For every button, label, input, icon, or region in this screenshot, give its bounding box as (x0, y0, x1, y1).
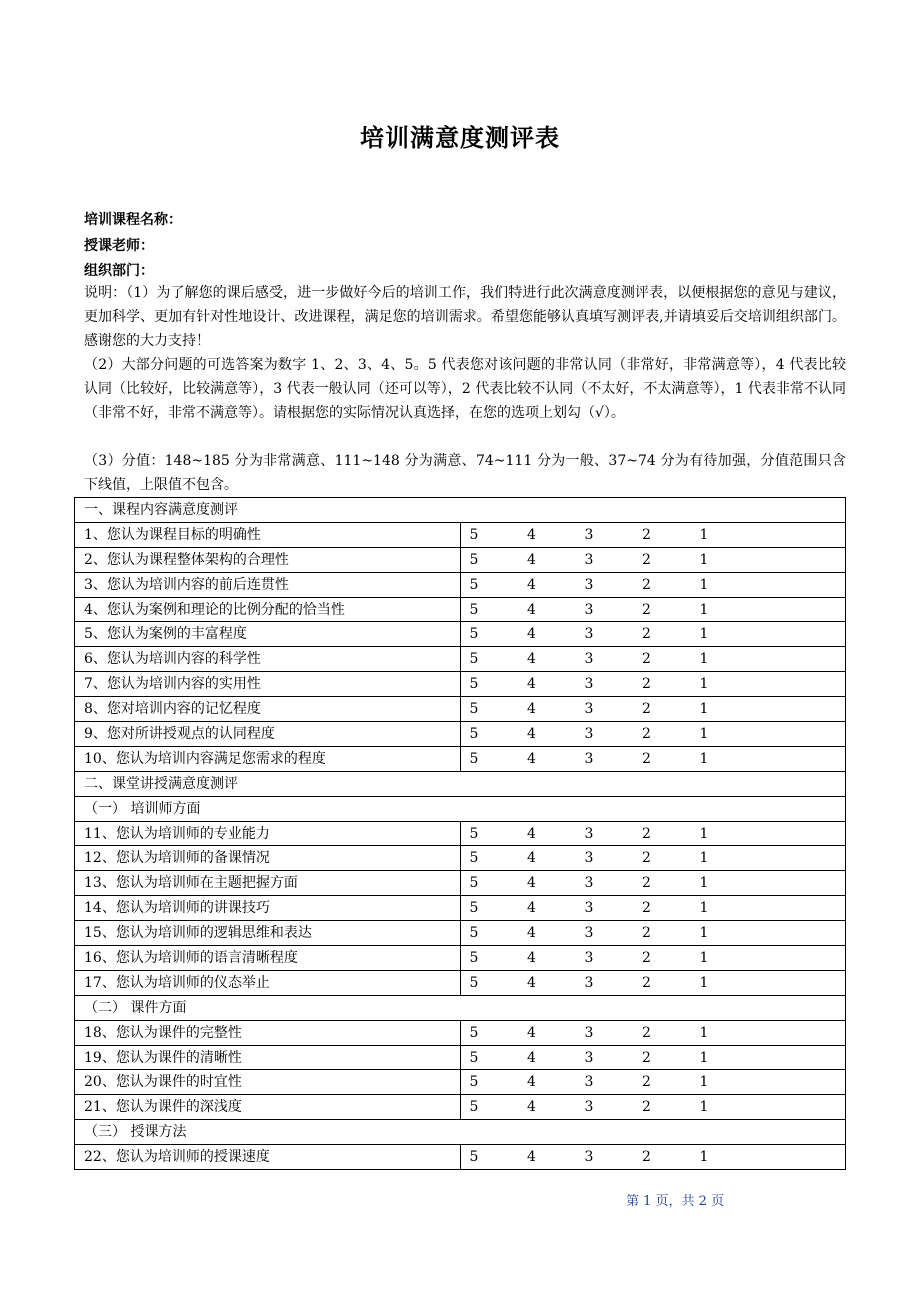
score-option-group (461, 1096, 846, 1118)
question-row (75, 946, 846, 971)
question-text: 8、您对培训内容的记忆程度 (75, 697, 461, 722)
question-text: 10、您认为培训内容满足您需求的程度 (75, 746, 461, 771)
question-text: 21、您认为课件的深浅度 (75, 1095, 461, 1120)
score-option[interactable]: 5 (469, 1099, 479, 1116)
question-row (75, 647, 846, 672)
question-row (75, 1045, 846, 1070)
score-options (460, 697, 846, 722)
score-option[interactable]: 1 (699, 900, 709, 917)
score-option-group (461, 1022, 846, 1044)
question-text: 22、您认为培训师的授课速度 (75, 1145, 461, 1170)
score-option[interactable]: 2 (642, 1024, 651, 1041)
section-header: （二） 课件方面 (75, 995, 846, 1020)
question-row (75, 622, 846, 647)
score-option[interactable]: 5 (469, 725, 479, 742)
score-option[interactable]: 3 (584, 1074, 594, 1091)
section-header: 一、课程内容满意度测评 (75, 498, 846, 523)
question-text: 13、您认为培训师在主题把握方面 (75, 871, 461, 896)
score-options (460, 871, 846, 896)
score-option[interactable]: 4 (527, 925, 536, 942)
instructions-paragraph-1: 说明：（1）为了解您的课后感受，进一步做好今后的培训工作，我们特进行此次满意度测评表，以便根据您的意见与建议，更加科学、更加有针对性地设计、改进课程，满足您的培训需求。希望您能够认真填写测评表,并请填妥后交培训组织部门。感谢您的大力支持！ (84, 285, 846, 349)
score-option[interactable]: 5 (469, 1024, 479, 1041)
question-row (75, 921, 846, 946)
score-option[interactable]: 1 (699, 526, 709, 543)
score-option[interactable]: 4 (527, 1049, 536, 1066)
score-option[interactable]: 1 (699, 1149, 709, 1166)
score-option-group (461, 623, 846, 645)
score-option[interactable]: 5 (469, 526, 479, 543)
score-option[interactable]: 2 (642, 949, 651, 966)
section-header-row (75, 995, 846, 1020)
score-option[interactable]: 1 (699, 974, 709, 991)
score-option[interactable]: 3 (584, 900, 594, 917)
score-option-group (461, 972, 846, 994)
score-option[interactable]: 2 (642, 925, 651, 942)
question-text: 18、您认为课件的完整性 (75, 1020, 461, 1045)
score-option[interactable]: 2 (642, 651, 651, 668)
score-option[interactable]: 4 (527, 825, 536, 842)
survey-table-body (75, 498, 846, 1170)
score-option[interactable]: 5 (469, 676, 479, 693)
score-option[interactable]: 3 (584, 626, 594, 643)
score-option[interactable]: 4 (527, 651, 536, 668)
score-option[interactable]: 4 (527, 626, 536, 643)
question-text: 15、您认为培训师的逻辑思维和表达 (75, 921, 461, 946)
score-option[interactable]: 4 (527, 900, 536, 917)
score-option[interactable]: 5 (469, 974, 479, 991)
question-text: 20、您认为课件的时宜性 (75, 1070, 461, 1095)
score-option[interactable]: 2 (642, 576, 651, 593)
score-option[interactable]: 3 (584, 1149, 594, 1166)
score-options (460, 1070, 846, 1095)
score-option-group (461, 847, 846, 869)
page-title: 培训满意度测评表 (360, 124, 560, 152)
score-options (460, 896, 846, 921)
score-option[interactable]: 3 (584, 526, 594, 543)
score-option[interactable]: 2 (642, 551, 651, 568)
question-text: 2、您认为课程整体架构的合理性 (75, 547, 461, 572)
score-option[interactable]: 2 (642, 750, 651, 767)
question-text: 14、您认为培训师的讲课技巧 (75, 896, 461, 921)
score-option[interactable]: 1 (699, 576, 709, 593)
score-option[interactable]: 1 (699, 1099, 709, 1116)
score-options (460, 622, 846, 647)
score-option-group (461, 549, 846, 571)
question-row (75, 970, 846, 995)
score-option[interactable]: 5 (469, 701, 479, 718)
score-option[interactable]: 5 (469, 850, 479, 867)
score-option-group (461, 599, 846, 621)
score-option[interactable]: 2 (642, 1149, 651, 1166)
score-option[interactable]: 4 (527, 701, 536, 718)
score-option[interactable]: 2 (642, 974, 651, 991)
score-options (460, 821, 846, 846)
score-option-group (461, 648, 846, 670)
instructions-paragraph-2: （2）大部分问题的可选答案为数字 1、2、3、4、5。5 代表您对该问题的非常认同（非常好，非常满意等），4 代表比较认同（比较好，比较满意等），3 代表一般认同（还可以等），2 代表比较不认同（不太好，不太满意等），1 代表非常不认同（非常不好，非常不满意等）。请根据您的实际情况认真选择，在您的选项上划勾（√）。 (84, 357, 846, 421)
score-option[interactable]: 2 (642, 526, 651, 543)
score-option-group (461, 823, 846, 845)
question-text: 6、您认为培训内容的科学性 (75, 647, 461, 672)
question-text: 5、您认为案例的丰富程度 (75, 622, 461, 647)
score-option[interactable]: 3 (584, 576, 594, 593)
score-options (460, 946, 846, 971)
score-option[interactable]: 2 (642, 875, 651, 892)
score-option[interactable]: 3 (584, 825, 594, 842)
score-option[interactable]: 2 (642, 626, 651, 643)
score-option[interactable]: 3 (584, 949, 594, 966)
score-option[interactable]: 3 (584, 725, 594, 742)
score-option[interactable]: 3 (584, 676, 594, 693)
score-option[interactable]: 1 (699, 626, 709, 643)
question-text: 7、您认为培训内容的实用性 (75, 672, 461, 697)
score-option[interactable]: 2 (642, 1099, 651, 1116)
score-option[interactable]: 3 (584, 875, 594, 892)
score-option[interactable]: 2 (642, 601, 651, 618)
score-options (460, 1145, 846, 1170)
section-header-row (75, 771, 846, 796)
score-options (460, 970, 846, 995)
question-text: 17、您认为培训师的仪态举止 (75, 970, 461, 995)
survey-table (74, 497, 846, 1170)
section-header: 二、课堂讲授满意度测评 (75, 771, 846, 796)
score-option[interactable]: 5 (469, 825, 479, 842)
score-options (460, 1095, 846, 1120)
score-option[interactable]: 4 (527, 551, 536, 568)
score-option[interactable]: 3 (584, 1099, 594, 1116)
question-row (75, 871, 846, 896)
score-option[interactable]: 2 (642, 825, 651, 842)
question-row (75, 722, 846, 747)
score-option[interactable]: 5 (469, 949, 479, 966)
score-options (460, 647, 846, 672)
question-row (75, 896, 846, 921)
score-options (460, 1020, 846, 1045)
score-option[interactable]: 1 (699, 750, 709, 767)
question-text: 16、您认为培训师的语言清晰程度 (75, 946, 461, 971)
score-option[interactable]: 3 (584, 1024, 594, 1041)
score-option[interactable]: 1 (699, 1024, 709, 1041)
score-option-group (461, 897, 846, 919)
score-option[interactable]: 3 (584, 925, 594, 942)
question-row (75, 1020, 846, 1045)
score-option[interactable]: 2 (642, 850, 651, 867)
score-option-group (461, 748, 846, 770)
score-option[interactable]: 2 (642, 725, 651, 742)
score-option[interactable]: 4 (527, 601, 536, 618)
question-row (75, 1145, 846, 1170)
score-option-group (461, 524, 846, 546)
score-option[interactable]: 2 (642, 701, 651, 718)
score-option[interactable]: 1 (699, 949, 709, 966)
question-row (75, 697, 846, 722)
score-option[interactable]: 1 (699, 875, 709, 892)
score-option[interactable]: 3 (584, 701, 594, 718)
score-option[interactable]: 5 (469, 1074, 479, 1091)
question-row (75, 672, 846, 697)
score-option[interactable]: 2 (642, 900, 651, 917)
score-option[interactable]: 1 (699, 651, 709, 668)
score-option[interactable]: 4 (527, 1149, 536, 1166)
score-option[interactable]: 3 (584, 651, 594, 668)
score-option[interactable]: 5 (469, 900, 479, 917)
section-header: （一） 培训师方面 (75, 796, 846, 821)
score-option[interactable]: 4 (527, 974, 536, 991)
score-option-group (461, 1047, 846, 1069)
section-header-row (75, 498, 846, 523)
score-option[interactable]: 4 (527, 1099, 536, 1116)
score-option[interactable]: 5 (469, 551, 479, 568)
score-option[interactable]: 1 (699, 551, 709, 568)
score-option[interactable]: 1 (699, 850, 709, 867)
score-option[interactable]: 2 (642, 676, 651, 693)
score-option[interactable]: 4 (527, 725, 536, 742)
department-label: 组织部门： (84, 263, 154, 279)
teacher-label: 授课老师： (84, 238, 154, 254)
score-option[interactable]: 4 (527, 1024, 536, 1041)
score-option-group (461, 698, 846, 720)
score-option[interactable]: 1 (699, 725, 709, 742)
score-option-group (461, 1071, 846, 1093)
question-row (75, 547, 846, 572)
question-row (75, 746, 846, 771)
score-option-group (461, 947, 846, 969)
score-options (460, 597, 846, 622)
question-text: 4、您认为案例和理论的比例分配的恰当性 (75, 597, 461, 622)
score-option[interactable]: 1 (699, 825, 709, 842)
score-option[interactable]: 3 (584, 601, 594, 618)
score-option[interactable]: 1 (699, 676, 709, 693)
score-option[interactable]: 5 (469, 651, 479, 668)
score-option[interactable]: 1 (699, 925, 709, 942)
score-options (460, 547, 846, 572)
score-option[interactable]: 3 (584, 551, 594, 568)
score-option[interactable]: 5 (469, 1149, 479, 1166)
score-option[interactable]: 3 (584, 1049, 594, 1066)
score-option[interactable]: 5 (469, 626, 479, 643)
section-header-row (75, 1120, 846, 1145)
score-option[interactable]: 4 (527, 1074, 536, 1091)
score-option[interactable]: 3 (584, 750, 594, 767)
question-text: 12、您认为培训师的备课情况 (75, 846, 461, 871)
score-option[interactable]: 5 (469, 925, 479, 942)
score-option[interactable]: 4 (527, 750, 536, 767)
score-option[interactable]: 1 (699, 1049, 709, 1066)
question-row (75, 522, 846, 547)
instructions-paragraph-3: （3）分值：148~185 分为非常满意、111~148 分为满意、74~111 分为一般、37~74 分为有待加强，分值范围只含下线值，上限值不包含。 (84, 453, 846, 493)
section-header: （三） 授课方法 (75, 1120, 846, 1145)
score-option[interactable]: 2 (642, 1074, 651, 1091)
score-option[interactable]: 4 (527, 676, 536, 693)
score-options (460, 572, 846, 597)
score-option[interactable]: 1 (699, 701, 709, 718)
score-option-group (461, 673, 846, 695)
score-option-group (461, 1146, 846, 1168)
question-row (75, 846, 846, 871)
score-option-group (461, 723, 846, 745)
score-option-group (461, 922, 846, 944)
question-row (75, 821, 846, 846)
score-option[interactable]: 3 (584, 974, 594, 991)
score-options (460, 846, 846, 871)
score-option[interactable]: 5 (469, 576, 479, 593)
question-text: 19、您认为课件的清晰性 (75, 1045, 461, 1070)
score-option[interactable]: 4 (527, 526, 536, 543)
question-row (75, 572, 846, 597)
score-option[interactable]: 1 (699, 1074, 709, 1091)
question-text: 9、您对所讲授观点的认同程度 (75, 722, 461, 747)
score-option[interactable]: 2 (642, 1049, 651, 1066)
question-row (75, 1095, 846, 1120)
score-options (460, 746, 846, 771)
score-option[interactable]: 3 (584, 850, 594, 867)
question-text: 1、您认为课程目标的明确性 (75, 522, 461, 547)
score-options (460, 672, 846, 697)
question-text: 11、您认为培训师的专业能力 (75, 821, 461, 846)
question-row (75, 1070, 846, 1095)
score-options (460, 921, 846, 946)
score-option[interactable]: 5 (469, 875, 479, 892)
score-option[interactable]: 5 (469, 750, 479, 767)
score-option[interactable]: 1 (699, 601, 709, 618)
score-options (460, 522, 846, 547)
page-number: 第 1 页，共 2 页 (626, 1194, 725, 1209)
section-header-row (75, 796, 846, 821)
score-option[interactable]: 4 (527, 850, 536, 867)
score-option[interactable]: 4 (527, 949, 536, 966)
score-options (460, 1045, 846, 1070)
question-row (75, 597, 846, 622)
score-options (460, 722, 846, 747)
score-option[interactable]: 4 (527, 875, 536, 892)
score-option-group (461, 872, 846, 894)
score-option-group (461, 574, 846, 596)
score-option[interactable]: 4 (527, 576, 536, 593)
question-text: 3、您认为培训内容的前后连贯性 (75, 572, 461, 597)
score-option[interactable]: 5 (469, 1049, 479, 1066)
course-name-label: 培训课程名称： (84, 212, 182, 228)
score-option[interactable]: 5 (469, 601, 479, 618)
